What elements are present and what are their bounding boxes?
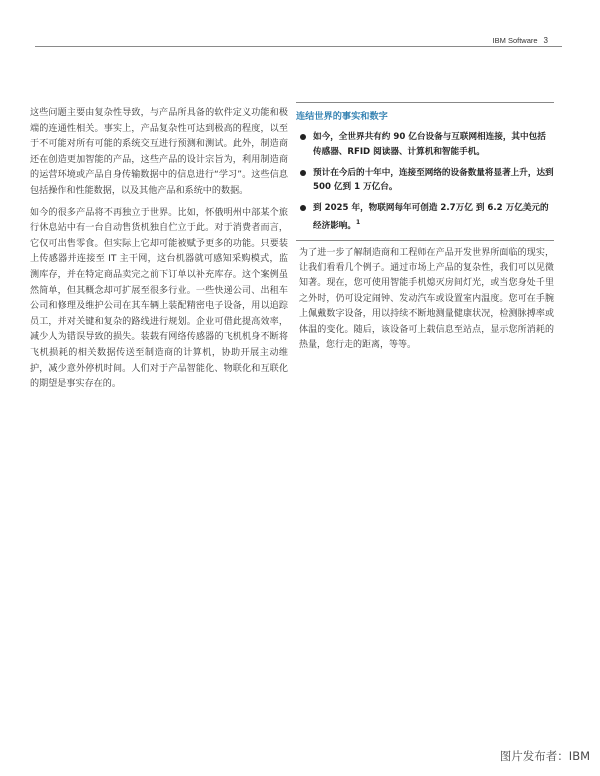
header-divider [35, 46, 562, 47]
sidebar-title: 连结世界的事实和数字 [296, 111, 388, 122]
fact-text: 如今，全世界共有约 90 亿台设备与互联网相连接，其中包括传感器、RFID 阅读器、计算机和智能手机。 [313, 132, 546, 157]
page-number: 3 [543, 36, 548, 45]
fact-text: 预计在今后的十年中，连接至网络的设备数量将显著上升，达到 500 亿到 1 万亿台。 [313, 167, 554, 193]
bullet-icon [300, 134, 306, 140]
left-column [30, 106, 288, 399]
fact-item [296, 130, 554, 160]
fact-item [296, 166, 554, 196]
publisher-watermark: 图片发布者：IBM [499, 749, 590, 763]
header-brand: IBM Software [492, 36, 538, 45]
bullet-icon [300, 170, 306, 176]
body-paragraph: 这些问题主要由复杂性导致，与产品所具备的软件定义功能和极端的连通性相关。事实上，产品复杂性可达到极高的程度，以至于不可能对所有可能的系统交互进行预测和测试。此外，制造商还在创造更加智能的产品，这些产品的设计宗旨为，利用制造商的运营环境或产品自身传输数据中的信息进行“学习”。这些信息包括操作和性能数据，以及其他产品和系统中的数据。 [30, 108, 288, 196]
fact-text: 到 2025 年，物联网每年可创造 2.7万亿 到 6.2 万亿美元的经济影响。 [313, 203, 549, 231]
body-paragraph: 如今的很多产品将不再独立于世界。比如，怀俄明州中部某个旅行休息站中有一台自动售货机独自伫立于此。对于消费者而言，它仅可出售零食。但实际上它却可能被赋予更多的功能。只要装上传感器并连接至 IT 主干网，这台机器就可感知采购模式，监测库存，并在特定商品卖完之前下订单以补充库存。这个案例虽然简单，但其概念却可扩展至很多行业。一些快递公司、出租车公司和修理及维护公司在其车辆上装配精密电子设备，用以追踪员工，并对关键和复杂的路线进行规划。企业可借此提高效率，减少人为错误导致的损失。装载有网络传感器的飞机机身不断将飞机损耗的相关数据传送至制造商的计算机，协助开展主动维护，减少意外停机时间。人们对于产品智能化、物联化和互联化的期望是事实存在的。 [30, 207, 288, 390]
sidebar-bottom-divider [296, 240, 554, 241]
right-body-paragraph: 为了进一步了解制造商和工程师在产品开发世界所面临的现实，让我们看看几个例子。通过市场上产品的复杂性，我们可以见微知著。现在，您可使用智能手机熄灭房间灯光，或当您身处千里之外时，仍可设定闹钟、发动汽车或设置室内温度。您可在手腕上佩戴数字设备，用以持续不断地测量健康状况，检测脉搏率或体温的变化。随后，该设备可上载信息至站点，显示您所消耗的热量，您行走的距离，等等。 [299, 247, 554, 351]
bullet-icon [300, 205, 306, 211]
footnote-marker: 1 [355, 218, 361, 226]
fact-list [296, 130, 554, 234]
fact-item [296, 201, 554, 233]
page-header [493, 36, 548, 45]
sidebar-top-divider [296, 102, 554, 103]
right-column [296, 102, 554, 353]
